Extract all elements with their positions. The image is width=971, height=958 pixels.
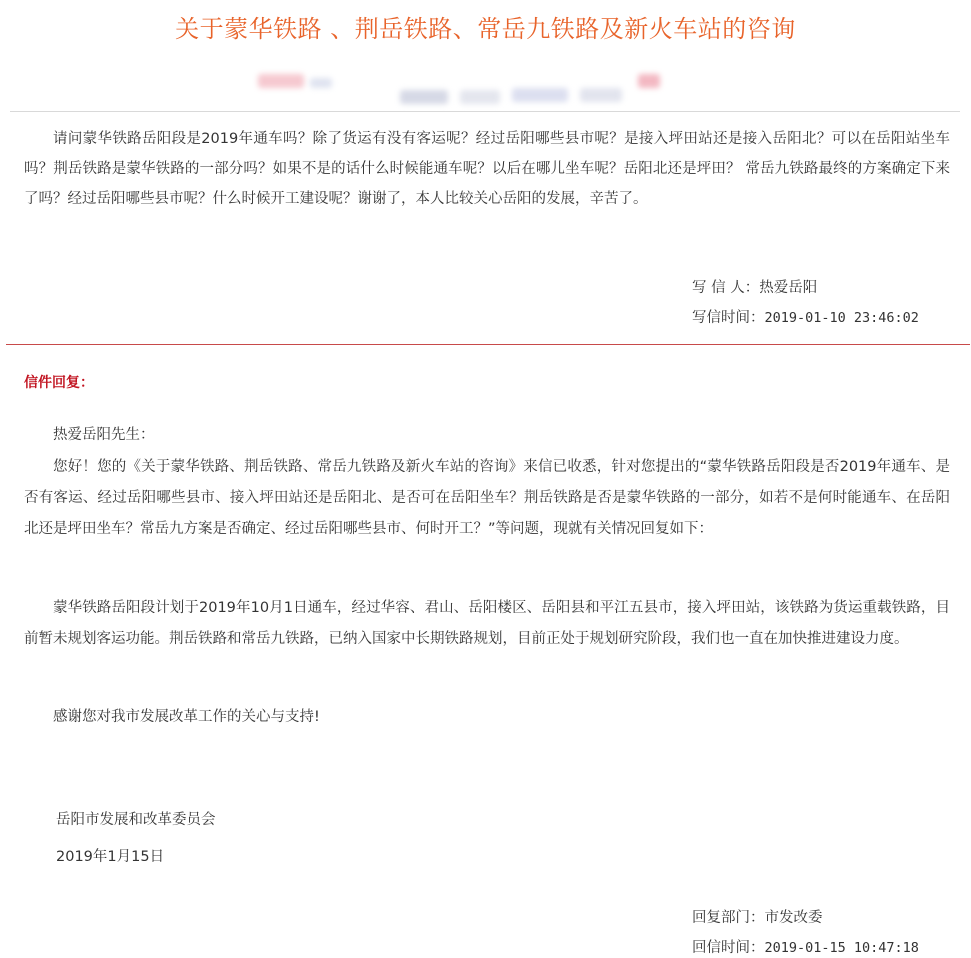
letter-body: 请问蒙华铁路岳阳段是2019年通车吗？除了货运有没有客运呢？经过岳阳哪些县市呢？是接入坪田站还是接入岳阳北？可以在岳阳站坐车吗？荆岳铁路是蒙华铁路的一部分吗？如果不是的话什么时候能通车呢？以后在哪儿坐车呢？岳阳北还是坪田？ 常岳九铁路最终的方案确定下来了吗？经过岳阳哪些县市呢？什么时候开工建设呢？谢谢了，本人比较关心岳阳的发展，辛苦了。 bbox=[24, 131, 950, 207]
reply-dept-row bbox=[692, 906, 823, 927]
reply-time-row bbox=[692, 936, 919, 957]
reply-time-label: 回信时间： bbox=[692, 940, 765, 956]
reply-dept: 市发改委 bbox=[764, 910, 823, 926]
reply-paragraph-1: 您好！您的《关于蒙华铁路、荆岳铁路、常岳九铁路及新火车站的咨询》来信已收悉，针对您提出的“蒙华铁路岳阳段是否2019年通车、是否有客运、经过岳阳哪些县市、接入坪田站还是岳阳北、是否可在岳阳坐车？荆岳铁路是否是蒙华铁路的一部分，如若不是何时能通车、在岳阳北还是坪田坐车？常岳九方案是否确定、经过岳阳哪些县市、何时开工？”等问题，现就有关情况回复如下： bbox=[24, 459, 950, 537]
blurred-meta-info bbox=[250, 72, 670, 106]
writer-label: 写 信 人： bbox=[692, 280, 760, 296]
reply-divider bbox=[6, 344, 970, 345]
reply-organization: 岳阳市发展和改革委员会 bbox=[56, 812, 216, 828]
header-divider bbox=[10, 111, 960, 112]
reply-paragraph-2: 蒙华铁路岳阳段计划于2019年10月1日通车，经过华容、君山、岳阳楼区、岳阳县和平江五县市，接入坪田站，该铁路为货运重载铁路，目前暂未规划客运功能。荆岳铁路和常岳九铁路，已纳入国家中长期铁路规划，目前正处于规划研究阶段，我们也一直在加快推进建设力度。 bbox=[24, 600, 950, 647]
letter-time-row bbox=[692, 306, 919, 327]
writer-name: 热爱岳阳 bbox=[759, 280, 818, 296]
letter-time-label: 写信时间： bbox=[692, 310, 765, 326]
reply-paragraph-3: 感谢您对我市发展改革工作的关心与支持! bbox=[53, 709, 320, 725]
reply-salutation: 热爱岳阳先生： bbox=[53, 427, 155, 443]
reply-date: 2019年1月15日 bbox=[56, 849, 165, 865]
reply-dept-label: 回复部门： bbox=[692, 910, 765, 926]
reply-heading: 信件回复： bbox=[24, 375, 94, 391]
page-title: 关于蒙华铁路 、荆岳铁路、常岳九铁路及新火车站的咨询 bbox=[175, 15, 796, 43]
letter-writer-row bbox=[692, 276, 817, 297]
letter-time: 2019-01-10 23:46:02 bbox=[764, 310, 919, 326]
reply-time: 2019-01-15 10:47:18 bbox=[764, 940, 919, 956]
